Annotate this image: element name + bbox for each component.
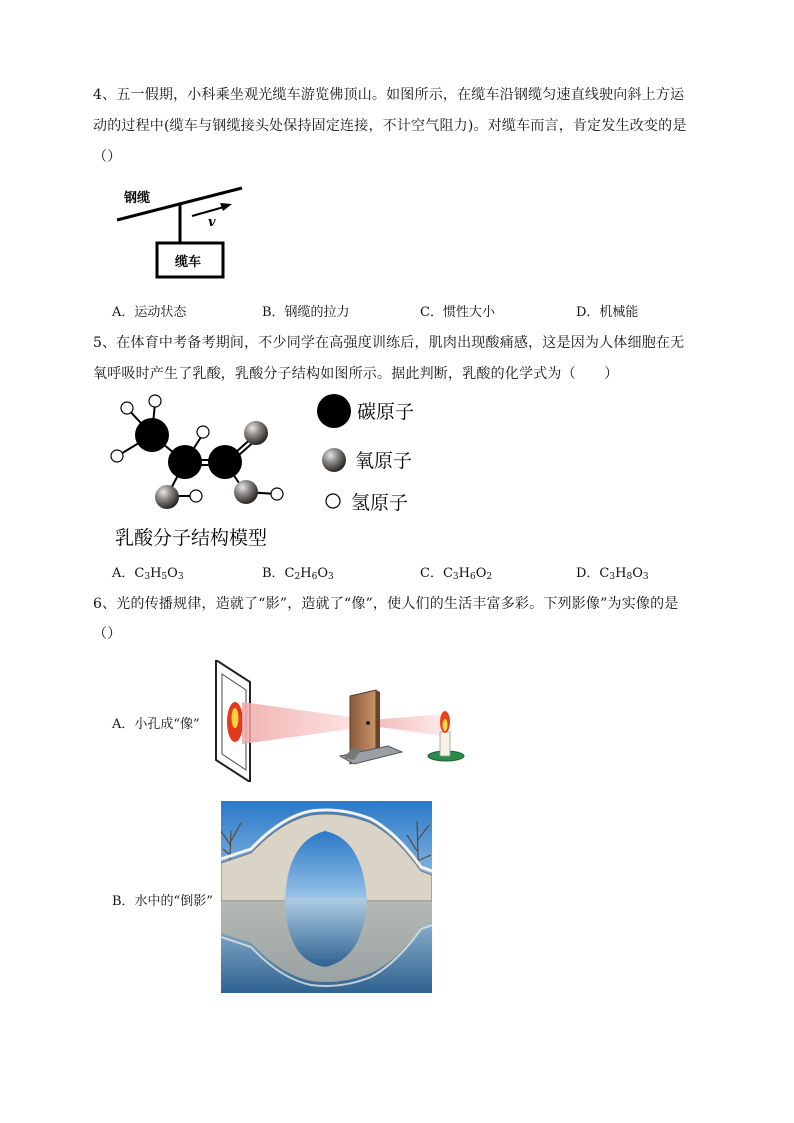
velocity-arrowhead — [220, 203, 232, 211]
car-label: 缆车 — [175, 255, 202, 270]
legend-carbon-label: 碳原子 — [357, 401, 415, 423]
bridge-reflection-photo — [221, 801, 432, 993]
candle-body — [440, 732, 450, 756]
carbon-atom — [208, 445, 242, 479]
hydrogen-atom — [121, 402, 133, 414]
q4-option-c[interactable]: C．惯性大小 — [420, 305, 495, 320]
arch-water-line — [285, 897, 367, 901]
legend-oxygen-marker — [322, 448, 346, 472]
q6-line-2: （） — [93, 626, 122, 642]
pinhole — [366, 721, 370, 725]
oxygen-atom — [234, 480, 258, 504]
carbon-atom — [135, 418, 169, 452]
q4-line-2: 动的过程中(缆车与钢缆接头处保持固定连接，不计空气阻力)。对缆车而言，肯定发生改变的是 — [93, 118, 687, 134]
lactic-acid-figure — [105, 390, 435, 555]
pinhole-board-edge — [376, 690, 380, 752]
q4-line-3: （） — [93, 149, 122, 165]
q4-option-d[interactable]: D．机械能 — [576, 305, 639, 320]
q5-option-a[interactable]: A．$C_3H_5O_3$ — [112, 566, 184, 582]
cable-car-figure — [112, 180, 252, 282]
carbon-atom — [168, 445, 202, 479]
q5-option-d[interactable]: D．$C_3H_8O_3$ — [576, 566, 649, 582]
legend-hydrogen-marker — [326, 494, 340, 508]
light-beam-right — [372, 714, 444, 736]
legend-hydrogen-label: 氢原子 — [351, 492, 409, 514]
q6-option-b[interactable]: B．水中的“倒影” — [112, 894, 213, 909]
q5-line-2: 氧呼吸时产生了乳酸，乳酸分子结构如图所示。据此判断，乳酸的化学式为（ ） — [93, 366, 619, 382]
hydrogen-atom — [271, 488, 283, 500]
hydrogen-atom — [149, 395, 161, 407]
q5-option-b[interactable]: B．$C_2H_6O_3$ — [262, 566, 334, 582]
bonds — [119, 403, 277, 496]
q5-line-1: 5、在体育中考备考期间，不少同学在高强度训练后，肌肉出现酸痛感，这是因为人体细胞在无 — [93, 335, 685, 351]
pinhole-camera-figure — [212, 660, 470, 782]
q6-line-1: 6、光的传播规律，造就了“影”，造就了“像”，使人们的生活丰富多彩。下列影像”为实像的是 — [93, 596, 679, 612]
q4-option-b[interactable]: B．钢缆的拉力 — [262, 305, 350, 320]
legend-oxygen-label: 氧原子 — [355, 450, 413, 472]
oxygen-atom — [155, 485, 179, 509]
q4-line-1: 4、五一假期，小科乘坐观光缆车游览佛顶山。如图所示，在缆车沿钢缆匀速直线驶向斜上方运 — [93, 87, 685, 103]
velocity-label: v — [208, 215, 216, 230]
figure-caption: 乳酸分子结构模型 — [115, 527, 268, 549]
hydrogen-atom — [111, 450, 123, 462]
cable-label: 钢缆 — [124, 191, 151, 206]
oxygen-atom — [244, 421, 268, 445]
candle-flame-core — [443, 719, 448, 731]
q4-option-a[interactable]: A．运动状态 — [112, 305, 187, 320]
q5-option-c[interactable]: C．$C_3H_6O_2$ — [420, 566, 493, 582]
hydrogen-atom — [197, 426, 209, 438]
legend-carbon-marker — [317, 394, 351, 428]
q6-option-a[interactable]: A．小孔成“像” — [112, 717, 200, 732]
inverted-flame-core — [232, 708, 239, 728]
hydrogen-atom — [190, 490, 202, 502]
